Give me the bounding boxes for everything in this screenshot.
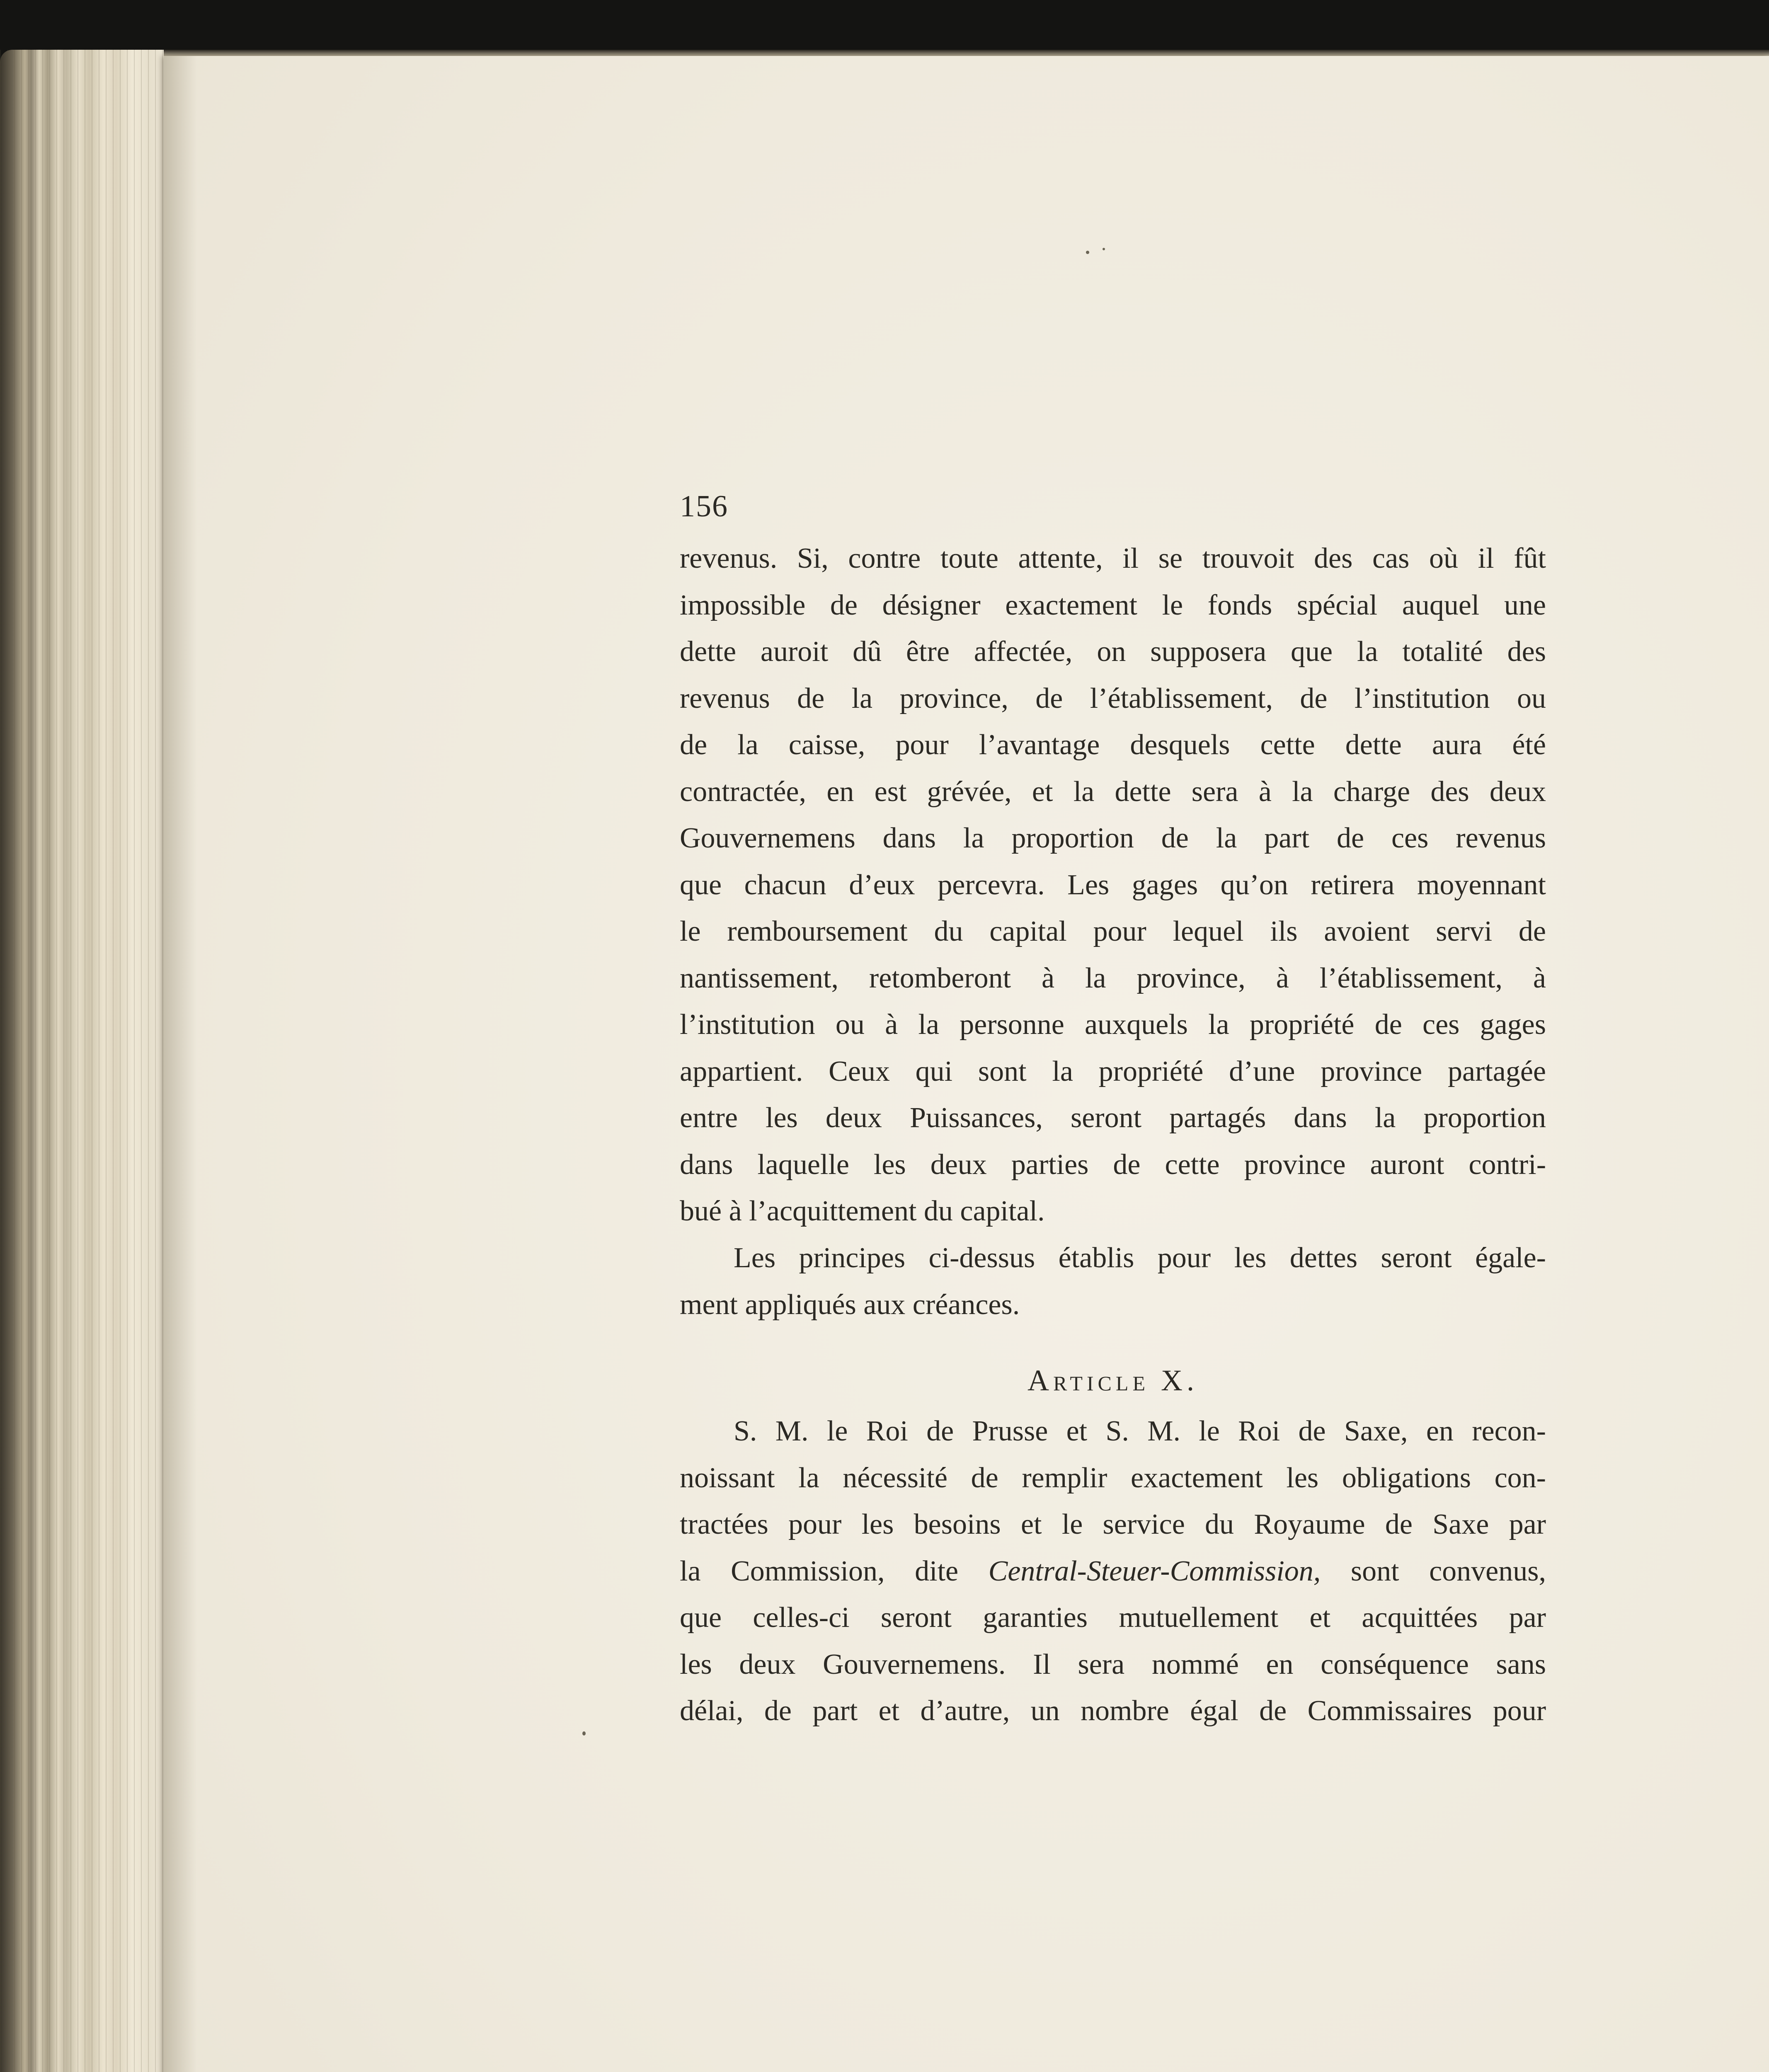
text-segment: sont convenus,	[1321, 1555, 1546, 1587]
text-line: tractées pour les besoins et le service du Royaume de Saxe par	[680, 1508, 1546, 1540]
text-line: contractée, en est grévée, et la dette sera à la charge des deux	[680, 775, 1546, 808]
text-line: Les principes ci-dessus établis pour les dettes seront égale-	[734, 1242, 1546, 1274]
text-line: revenus. Si, contre toute attente, il se trouvoit des cas où il fût	[680, 542, 1546, 574]
text-line: le remboursement du capital pour lequel ils avoient servi de	[680, 915, 1546, 947]
text-line: impossible de désigner exactement le fonds spécial auquel une	[680, 589, 1546, 621]
paper-speck	[582, 1731, 586, 1736]
paragraph-debts	[680, 535, 1546, 1235]
text-line-with-italic	[680, 1548, 1546, 1595]
article-label: Article	[1027, 1364, 1149, 1397]
text-line: revenus de la province, de l’établissement, de l’institution ou	[680, 682, 1546, 714]
article-number: X.	[1161, 1364, 1198, 1397]
text-line: dans laquelle les deux parties de cette province auront contri-	[680, 1148, 1546, 1181]
text-line: ment appliqués aux créances.	[680, 1288, 1020, 1321]
text-line: que celles-ci seront garanties mutuellement et acquittées par	[680, 1602, 1546, 1634]
paper-speck	[1086, 251, 1089, 254]
text-segment: la Commission, dite	[680, 1555, 989, 1587]
book-page-edge-lines	[0, 50, 174, 2072]
paper-speck	[1103, 248, 1105, 250]
text-line: Gouvernemens dans la proportion de la part de ces revenus	[680, 822, 1546, 854]
text-line: entre les deux Puissances, seront partagés dans la proportion	[680, 1102, 1546, 1134]
text-line: nantissement, retomberont à la province, à l’établissement, à	[680, 962, 1546, 994]
text-line: noissant la nécessité de remplir exactement les obligations con-	[680, 1462, 1546, 1494]
page-number: 156	[680, 489, 728, 523]
text-line: les deux Gouvernemens. Il sera nommé en conséquence sans	[680, 1648, 1546, 1680]
paragraph-credits	[680, 1235, 1546, 1328]
text-line: appartient. Ceux qui sont la propriété d’une province partagée	[680, 1055, 1546, 1087]
text-line: bué à l’acquittement du capital.	[680, 1195, 1045, 1227]
text-line: l’institution ou à la personne auxquels la propriété de ces gages	[680, 1009, 1546, 1041]
text-line: dette auroit dû être affectée, on supposera que la totalité des	[680, 636, 1546, 668]
text-line: S. M. le Roi de Prusse et S. M. le Roi de Saxe, en recon-	[734, 1415, 1546, 1447]
paragraph-article-x	[680, 1408, 1546, 1735]
text-line: de la caisse, pour l’avantage desquels cette dette aura été	[680, 729, 1546, 761]
italic-commission-name: Central-Steuer-Commission,	[988, 1555, 1321, 1587]
page-gutter-shadow	[164, 56, 197, 2072]
text-line: que chacun d’eux percevra. Les gages qu’on retirera moyennant	[680, 869, 1546, 901]
text-line: délai, de part et d’autre, un nombre égal de Commissaires pour	[680, 1695, 1546, 1727]
article-heading	[680, 1363, 1546, 1398]
